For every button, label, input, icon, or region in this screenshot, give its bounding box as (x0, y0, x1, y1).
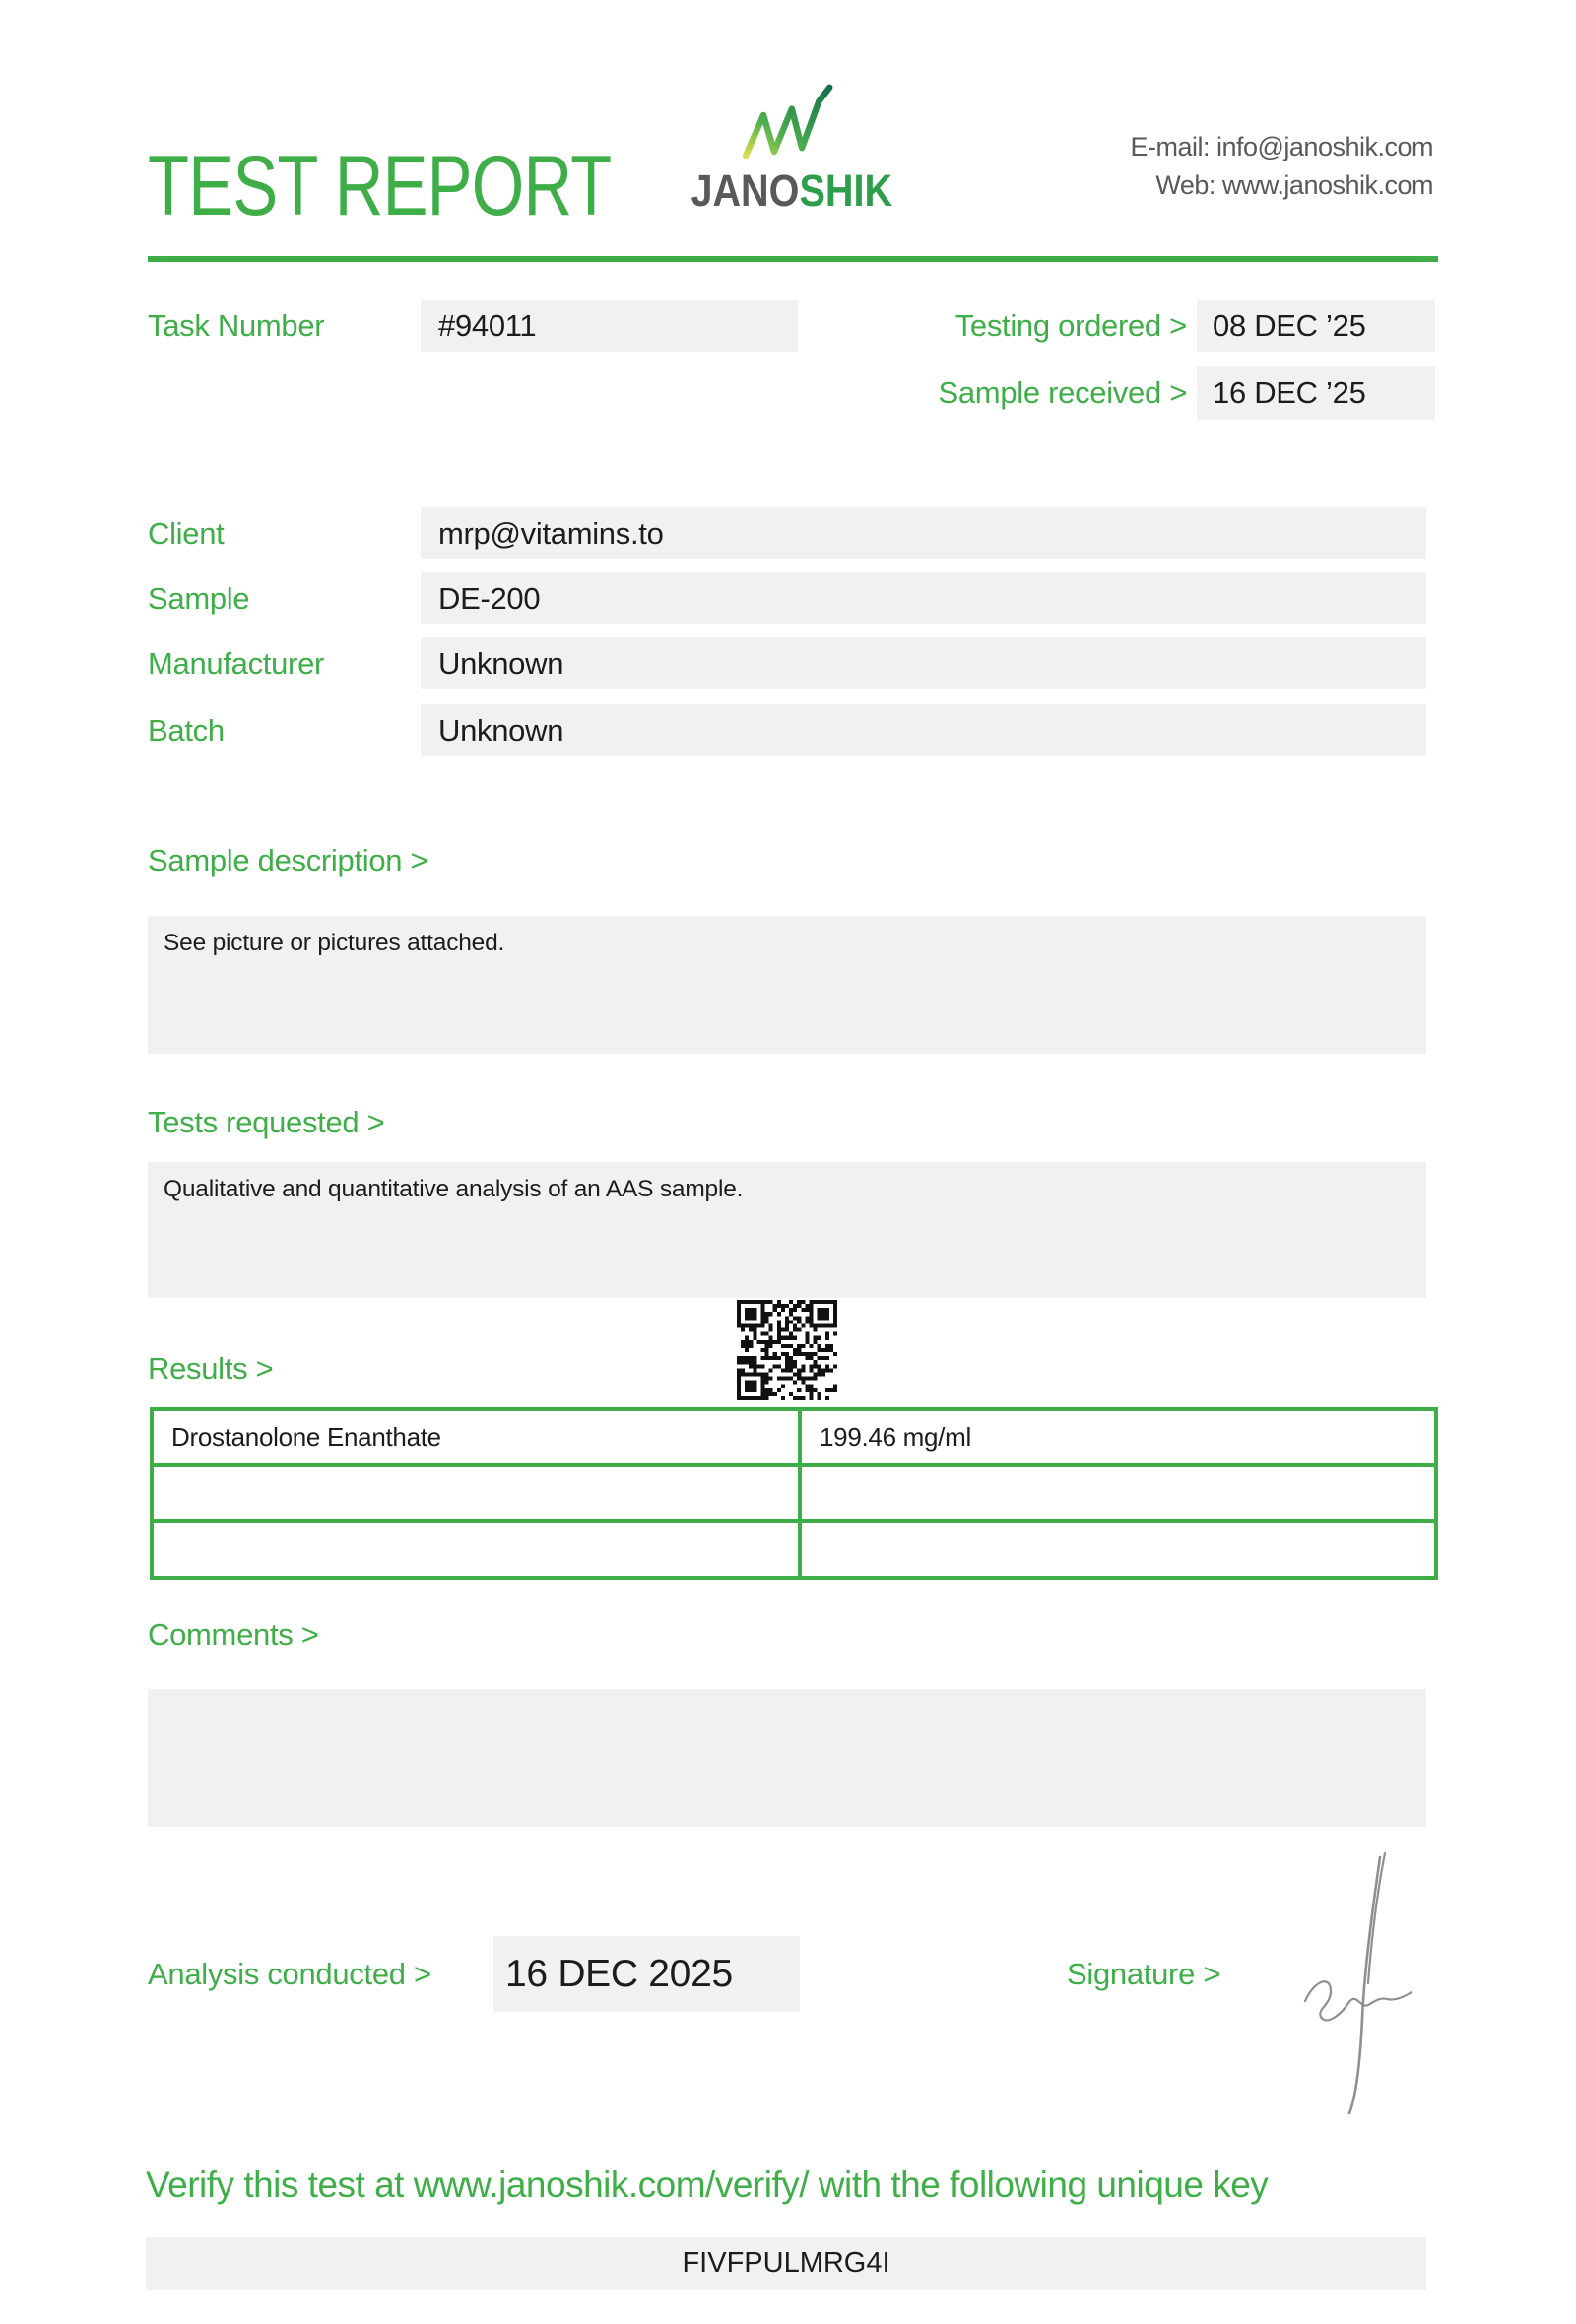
verify-instruction: Verify this test at www.janoshik.com/verify/ with the following unique key (146, 2164, 1269, 2205)
tests-requested-text: Qualitative and quantitative analysis of an AAS sample. (164, 1176, 744, 1202)
sample-field (421, 572, 1426, 624)
results-heading: Results > (148, 1351, 274, 1386)
task-number-value: #94011 (438, 308, 537, 343)
page-title: TEST REPORT (148, 139, 612, 233)
results-table (150, 1407, 1438, 1580)
table-row (152, 1521, 1436, 1578)
chart-trend-icon (678, 81, 898, 163)
comments-heading: Comments > (148, 1617, 319, 1651)
client-label: Client (148, 516, 225, 550)
result-amount (800, 1465, 1436, 1521)
batch-label: Batch (148, 713, 225, 747)
tests-requested-box (148, 1162, 1426, 1298)
analysis-conducted-value: 16 DEC 2025 (505, 1953, 733, 1995)
sample-received-label: Sample received > (938, 375, 1187, 410)
manufacturer-value: Unknown (438, 646, 564, 680)
testing-ordered-value: 08 DEC ’25 (1213, 308, 1366, 343)
task-number-field (421, 300, 798, 352)
client-field (421, 507, 1426, 559)
result-amount: 199.46 mg/ml (800, 1409, 1436, 1465)
sample-value: DE-200 (438, 581, 541, 615)
sample-description-heading: Sample description > (148, 843, 428, 877)
manufacturer-label: Manufacturer (148, 646, 325, 680)
signature-label: Signature > (1067, 1957, 1221, 1991)
contact-info (1130, 128, 1433, 205)
comments-box (148, 1689, 1426, 1827)
analysis-conducted-label: Analysis conducted > (148, 1957, 431, 1991)
comments-text (148, 1689, 1426, 1703)
logo-shik-text: SHIK (799, 165, 893, 216)
table-row (152, 1465, 1436, 1521)
result-substance (152, 1521, 800, 1578)
result-amount (800, 1521, 1436, 1578)
signature-scribble (1266, 1851, 1433, 2127)
contact-email: E-mail: info@janoshik.com (1130, 132, 1433, 161)
testing-ordered-field (1197, 300, 1435, 352)
sample-label: Sample (148, 581, 250, 615)
sample-received-value: 16 DEC ’25 (1213, 375, 1366, 410)
verify-key-value: FIVFPULMRG4I (682, 2247, 890, 2279)
tests-requested-heading: Tests requested > (148, 1105, 385, 1139)
qr-code (737, 1300, 837, 1405)
analysis-conducted-field (493, 1936, 800, 2012)
contact-web: Web: www.janoshik.com (1155, 170, 1433, 200)
batch-value: Unknown (438, 713, 564, 747)
batch-field (421, 704, 1426, 756)
task-number-label: Task Number (148, 308, 325, 343)
result-substance: Drostanolone Enanthate (152, 1409, 800, 1465)
logo-wordmark (690, 165, 893, 217)
sample-description-text: See picture or pictures attached. (164, 930, 505, 956)
janoshik-logo (678, 81, 898, 217)
logo-jano-text: JANO (690, 165, 800, 216)
sample-description-box (148, 916, 1426, 1054)
sample-received-field (1197, 366, 1435, 420)
result-substance (152, 1465, 800, 1521)
table-row (152, 1409, 1436, 1465)
header-divider (148, 256, 1438, 262)
testing-ordered-label: Testing ordered > (954, 308, 1187, 343)
manufacturer-field (421, 637, 1426, 689)
client-value: mrp@vitamins.to (438, 516, 664, 550)
verify-key-field (146, 2237, 1426, 2290)
